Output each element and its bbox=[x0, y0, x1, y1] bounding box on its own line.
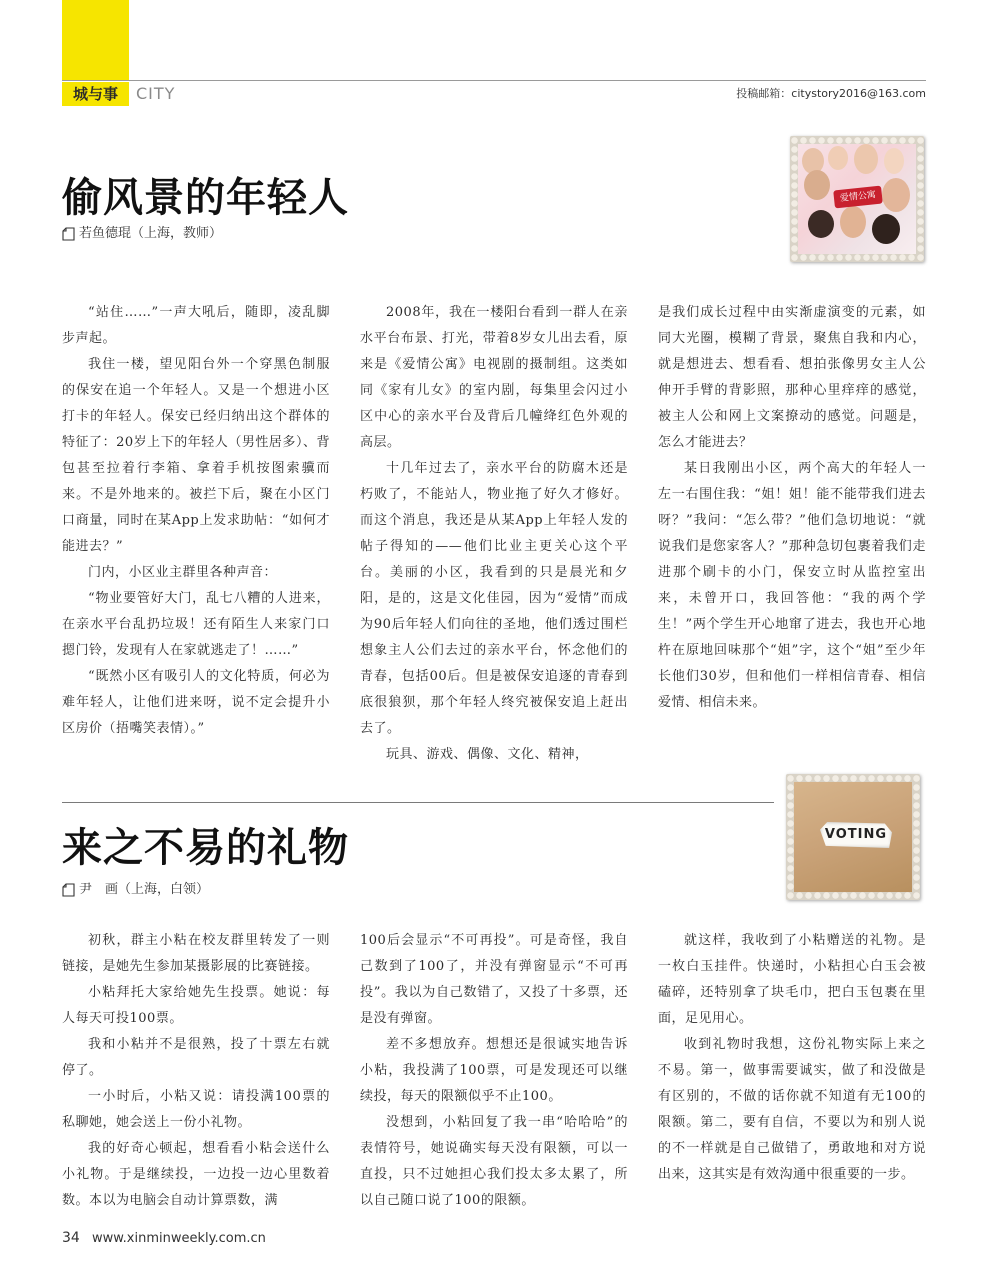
paragraph: 小粘拜托大家给她先生投票。她说：每人每天可投100票。 bbox=[62, 985, 330, 1026]
article-2-column-1 bbox=[62, 928, 330, 1214]
article-1-author: 若鱼德琨（上海，教师） bbox=[79, 226, 223, 241]
article-1-column-3 bbox=[658, 300, 926, 768]
website-url: www.xinminweekly.com.cn bbox=[91, 1231, 266, 1246]
paragraph: 玩具、游戏、偶像、文化、精神， bbox=[386, 747, 589, 762]
page-footer bbox=[62, 1228, 266, 1248]
section-label-en: CITY bbox=[136, 84, 176, 103]
paragraph: 收到礼物时我想，这份礼物实际上来之不易。第一，做事需要诚实，做了和没做是有区别的，不做的话你就不知道有无100的限额。第二，要有自信，不要以为和别人说的不一样就是自己做错了，勇敢地和对方说出来，这其实是有效沟通中很重要的一步。 bbox=[658, 1037, 926, 1182]
paragraph: 我和小粘并不是很熟，投了十票左右就停了。 bbox=[62, 1037, 330, 1078]
article-divider bbox=[62, 802, 774, 803]
article-1-column-1 bbox=[62, 300, 330, 768]
tv-poster-image bbox=[798, 144, 916, 254]
paragraph: 没想到，小粘回复了我一串“哈哈哈”的表情符号，她说确实每天没有限额，可以一直投，只不过她担心我们投太多太累了，所以自己随口说了100的限额。 bbox=[360, 1115, 628, 1208]
page-number: 34 bbox=[62, 1230, 80, 1246]
pen-paper-icon bbox=[62, 883, 75, 897]
paragraph: 我住一楼，望见阳台外一个穿黑色制服的保安在追一个年轻人。又是一个想进小区打卡的年轻人。保安已经归纳出这个群体的特征了：20岁上下的年轻人（男性居多）、背包甚至拉着行李箱、拿着手机按图索骥而来。不是外地来的。被拦下后，聚在小区门口商量，同时在某App上发求助帖：“如何才能进去？” bbox=[62, 357, 330, 554]
article-2-column-3 bbox=[658, 928, 926, 1214]
article-2-author: 尹 画（上海，白领） bbox=[79, 882, 210, 897]
paragraph: 2008年，我在一楼阳台看到一群人在亲水平台布景、打光，带着8岁女儿出去看，原来是《爱情公寓》电视剧的摄制组。这类如同《家有儿女》的室内剧，每集里会闪过小区中心的亲水平台及背后几幢绛红色外观的高层。 bbox=[360, 305, 628, 450]
paragraph: 某日我刚出小区，两个高大的年轻人一左一右围住我：“姐！姐！能不能带我们进去呀？”我问：“怎么带？”他们急切地说：“就说我们是您家客人？”那种急切包裹着我们走进那个刷卡的小门，保安立时从监控室出来，未曾开口，我回答他：“我的两个学生！”两个学生开心地窜了进去，我也开心地杵在原地回味那个“姐”字，这个“姐”至少年长他们30岁，但和他们一样相信青春、相信爱情、相信未来。 bbox=[658, 461, 926, 710]
article-2-byline bbox=[62, 880, 209, 900]
paragraph: 就这样，我收到了小粘赠送的礼物。是一枚白玉挂件。快递时，小粘担心白玉会被磕碎，还特别拿了块毛巾，把白玉包裹在里面，足见用心。 bbox=[658, 933, 926, 1026]
tv-show-logo: 爱情公寓 bbox=[833, 186, 883, 209]
article-1-title: 偷风景的年轻人 bbox=[62, 174, 349, 221]
pen-paper-icon bbox=[62, 227, 75, 241]
article-1-byline bbox=[62, 224, 222, 244]
paragraph: 差不多想放弃。想想还是很诚实地告诉小粘，我投满了100票，可是发现还可以继续投，每天的限额似乎不止100。 bbox=[360, 1037, 628, 1104]
paragraph: 十几年过去了，亲水平台的防腐木还是朽败了，不能站人，物业拖了好久才修好。而这个消息，我还是从某App上年轻人发的帖子得知的——他们比业主更关心这个平台。美丽的小区，我看到的只是晨光和夕阳，是的，这是文化佳园，因为“爱情”而成为90后年轻人们向往的圣地，他们透过围栏想象主人公们去过的亲水平台，怀念他们的青春，包括00后。但是被保安追逐的青春到底很狼狈，那个年轻人终究被保安追上赶出去了。 bbox=[360, 461, 628, 736]
paragraph: “既然小区有吸引人的文化特质，何必为难年轻人，让他们进来呀，说不定会提升小区房价（捂嘴笑表情）。” bbox=[62, 669, 330, 736]
paragraph: 是我们成长过程中由实渐虚演变的元素，如同大光圈，模糊了背景，聚焦自我和内心，就是想进去、想看看、想拍张像男女主人公伸开手臂的背影照，那种心里痒痒的感觉，被主人公和网上文案撩动的感觉。问题是，怎么才能进去？ bbox=[658, 305, 926, 450]
section-label: 城与事 bbox=[62, 82, 129, 106]
paragraph: 我的好奇心顿起，想看看小粘会送什么小礼物。于是继续投，一边投一边心里数着数。本以为电脑会自动计算票数，满 bbox=[62, 1141, 330, 1208]
submission-email: 投稿邮箱：citystory2016@163.com bbox=[736, 87, 926, 100]
article-1-body bbox=[62, 300, 926, 768]
paragraph: 一小时后，小粘又说：请投满100票的私聊她，她会送上一份小礼物。 bbox=[62, 1089, 330, 1130]
paragraph: “物业要管好大门，乱七八糟的人进来，在亲水平台乱扔垃圾！还有陌生人来家门口摁门铃，发现有人在家就逃走了！……” bbox=[62, 591, 330, 658]
voting-stamp bbox=[786, 774, 920, 900]
article-2-column-2 bbox=[360, 928, 628, 1214]
article-2-title: 来之不易的礼物 bbox=[62, 824, 349, 871]
voting-word: VOTING bbox=[824, 827, 888, 842]
article-2-body bbox=[62, 928, 926, 1214]
paragraph: “站住……”一声大吼后，随即，凌乱脚步声起。 bbox=[62, 305, 330, 346]
paragraph: 初秋，群主小粘在校友群里转发了一则链接，是她先生参加某摄影展的比赛链接。 bbox=[62, 933, 330, 974]
tv-poster-stamp bbox=[790, 136, 924, 262]
voting-image bbox=[794, 782, 912, 892]
article-1-column-2 bbox=[360, 300, 628, 768]
yellow-tab-decoration bbox=[62, 0, 129, 80]
paragraph: 100后会显示“不可再投”。可是奇怪，我自己数到了100了，并没有弹窗显示“不可再投”。我以为自己数错了，又投了十多票，还是没有弹窗。 bbox=[360, 933, 628, 1026]
header-divider bbox=[62, 80, 926, 81]
paragraph: 门内，小区业主群里各种声音： bbox=[88, 565, 278, 580]
